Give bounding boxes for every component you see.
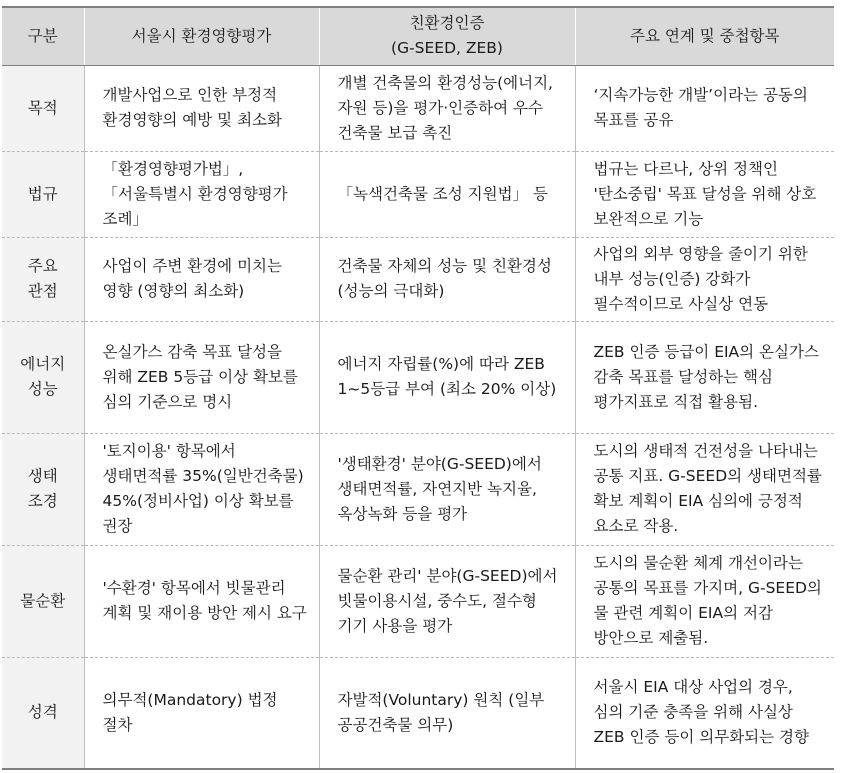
cell-green-certification: 에너지 자립률(%)에 따라 ZEB 1~5등급 부여 (최소 20% 이상) — [319, 321, 575, 433]
row-category: 성격 — [2, 657, 84, 769]
row-category: 법규 — [2, 151, 84, 237]
cell-seoul-eia: 사업이 주변 환경에 미치는 영향 (영향의 최소화) — [84, 237, 319, 321]
cell-seoul-eia: 의무적(Mandatory) 법정 절차 — [84, 657, 319, 769]
cell-green-certification: 자발적(Voluntary) 원칙 (일부 공공건축물 의무) — [319, 657, 575, 769]
table-row — [2, 237, 834, 321]
cell-linkage: 법규는 다르나, 상위 정책인 '탄소중립' 목표 달성을 위해 상호 보완적으로 기능 — [575, 151, 834, 237]
table-row — [2, 321, 834, 433]
row-category: 물순환 — [2, 545, 84, 657]
table-row — [2, 657, 834, 769]
cell-seoul-eia: '토지이용' 항목에서 생태면적률 35%(일반건축물) 45%(정비사업) 이상 확보를 권장 — [84, 433, 319, 545]
header-seoul-eia: 서울시 환경영향평가 — [84, 7, 319, 65]
table-row — [2, 545, 834, 657]
row-category: 주요 관점 — [2, 237, 84, 321]
cell-seoul-eia: '수환경' 항목에서 빗물관리 계획 및 재이용 방안 제시 요구 — [84, 545, 319, 657]
row-category: 에너지 성능 — [2, 321, 84, 433]
header-green-certification: 친환경인증 (G-SEED, ZEB) — [319, 7, 575, 65]
cell-green-certification: 건축물 자체의 성능 및 친환경성 (성능의 극대화) — [319, 237, 575, 321]
table-row — [2, 151, 834, 237]
table-header-row — [2, 7, 834, 65]
cell-linkage: 서울시 EIA 대상 사업의 경우, 심의 기준 충족을 위해 사실상 ZEB 인증 등이 의무화되는 경향 — [575, 657, 834, 769]
cell-linkage: 도시의 물순환 체계 개선이라는 공통의 목표를 가지며, G-SEED의 물 관련 계획이 EIA의 저감 방안으로 제출됨. — [575, 545, 834, 657]
table-row — [2, 65, 834, 151]
table-row — [2, 433, 834, 545]
comparison-table-container — [2, 6, 834, 770]
row-category: 생태 조경 — [2, 433, 84, 545]
cell-green-certification: 개별 건축물의 환경성능(에너지, 자원 등)을 평가·인증하여 우수 건축물 보급 촉진 — [319, 65, 575, 151]
cell-green-certification: 「녹색건축물 조성 지원법」 등 — [319, 151, 575, 237]
cell-seoul-eia: 온실가스 감축 목표 달성을 위해 ZEB 5등급 이상 확보를 심의 기준으로 명시 — [84, 321, 319, 433]
comparison-table — [2, 6, 834, 770]
cell-green-certification: 물순환 관리' 분야(G-SEED)에서 빗물이용시설, 중수도, 절수형 기기 사용을 평가 — [319, 545, 575, 657]
cell-seoul-eia: 「환경영향평가법」,「서울특별시 환경영향평가 조례」 — [84, 151, 319, 237]
cell-linkage: 사업의 외부 영향을 줄이기 위한 내부 성능(인증) 강화가 필수적이므로 사실상 연동 — [575, 237, 834, 321]
cell-linkage: ‘지속가능한 개발’이라는 공동의 목표를 공유 — [575, 65, 834, 151]
cell-green-certification: '생태환경' 분야(G-SEED)에서 생태면적률, 자연지반 녹지율, 옥상녹화 등을 평가 — [319, 433, 575, 545]
cell-linkage: 도시의 생태적 건전성을 나타내는 공통 지표. G-SEED의 생태면적률 확보 계획이 EIA 심의에 긍정적 요소로 작용. — [575, 433, 834, 545]
header-category: 구분 — [2, 7, 84, 65]
row-category: 목적 — [2, 65, 84, 151]
cell-seoul-eia: 개발사업으로 인한 부정적 환경영향의 예방 및 최소화 — [84, 65, 319, 151]
cell-linkage: ZEB 인증 등급이 EIA의 온실가스 감축 목표를 달성하는 핵심 평가지표로 직접 활용됨. — [575, 321, 834, 433]
header-linkage: 주요 연계 및 중첩항목 — [575, 7, 834, 65]
